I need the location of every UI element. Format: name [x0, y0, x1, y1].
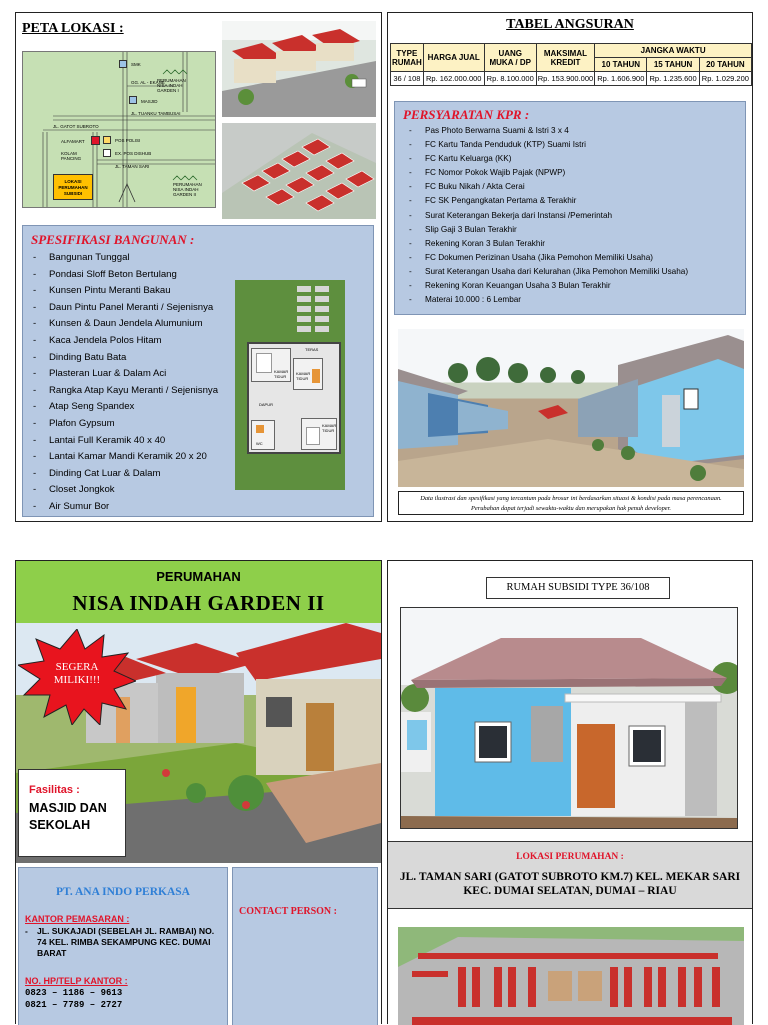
spesifikasi-item: - Plafon Gypsum: [23, 416, 218, 433]
kantor-address-text: JL. SUKAJADI (SEBELAH JL. RAMBAI) NO. 74 KEL. RIMBA SEKAMPUNG KEC. DUMAI BARAT: [37, 926, 215, 958]
kpr-item: - FC SK Pengangkatan Pertama & Terakhir: [399, 194, 688, 208]
promo-burst: [18, 629, 136, 725]
floor-plan-building: [247, 342, 341, 454]
kpr-item: - FC Kartu Keluarga (KK): [399, 152, 688, 166]
spesifikasi-item: - Kunsen & Daun Jendela Alumunium: [23, 316, 218, 333]
th-harga: HARGA JUAL: [423, 44, 484, 72]
kpr-item: - FC Nomor Pokok Wajib Pajak (NPWP): [399, 166, 688, 180]
parking-blocks: [235, 280, 345, 342]
th-10: 10 TAHUN: [595, 58, 647, 72]
peta-title: PETA LOKASI :: [22, 21, 124, 36]
map-label-alfamart: ALFAMART: [61, 139, 85, 144]
address-dash: -: [25, 926, 28, 936]
kpr-item: - Rekening Koran Keuangan Usaha 3 Bulan Terakhir: [399, 279, 688, 293]
lokasi-box: [388, 841, 752, 909]
spesifikasi-item: - Kunsen Pintu Meranti Bakau: [23, 283, 218, 300]
street-houses-illustration: [398, 329, 744, 487]
td-type: 36 / 108: [391, 72, 424, 86]
td-20: Rp. 1.029.200: [699, 72, 751, 86]
spesifikasi-item: - Dinding Cat Luar & Dalam: [23, 466, 218, 483]
kpr-item: - Slip Gaji 3 Bulan Terakhir: [399, 223, 688, 237]
map-label-smk: SMK: [131, 62, 141, 67]
panel-cover: [15, 560, 382, 1024]
kpr-box: [394, 101, 746, 315]
render-image-bottom: [222, 123, 376, 219]
cover-title: NISA INDAH GARDEN II: [72, 591, 325, 615]
angsuran-table: [390, 43, 752, 86]
kpr-item: - Surat Keterangan Usaha dari Kelurahan (Jika Pemohon Memiliki Usaha): [399, 265, 688, 279]
panel-peta-spesifikasi: [15, 12, 382, 522]
lokasi-label: LOKASI PERUMAHAN :: [516, 852, 624, 862]
lokasi-address: JL. TAMAN SARI (GATOT SUBROTO KM.7) KEL. MEKAR SARI KEC. DUMAI SELATAN, DUMAI – RIAU: [399, 871, 741, 897]
cover-subtitle: PERUMAHAN: [156, 569, 241, 584]
kpr-item: - Materai 10.000 : 6 Lembar: [399, 293, 688, 307]
kpr-title: PERSYARATAN KPR :: [403, 107, 530, 122]
siteplan-render: [398, 927, 744, 1025]
spesifikasi-item: - Daun Pintu Panel Meranti / Sejenisnya: [23, 300, 218, 317]
map-lokasi-box: LOKASI PERUMAHAN SUBSIDI: [53, 174, 93, 200]
cover-header: [16, 561, 381, 623]
table-row: [391, 72, 752, 86]
spesifikasi-item: - Plasteran Luar & Dalam Aci: [23, 366, 218, 383]
kitchen-icon: [256, 425, 264, 433]
room-kamar2-label: KAMAR TIDUR: [296, 371, 311, 381]
kpr-item: - Surat Keterangan Bekerja dari Instansi /Pemerintah: [399, 209, 688, 223]
map-masjid-marker: [129, 96, 137, 104]
room-kamar1: [251, 348, 291, 382]
hp-label: NO. HP/TELP KANTOR :: [25, 976, 128, 986]
map-label-gg: GG. AL - EKANE: [131, 80, 165, 85]
room-kamar2: [293, 358, 323, 390]
phone-2[interactable]: 0821 – 7789 – 2727: [25, 1000, 123, 1010]
street-photo: [398, 329, 744, 487]
kantor-address: [25, 926, 223, 959]
spesifikasi-item: - Atap Seng Spandex: [23, 399, 218, 416]
angsuran-table-wrap: [390, 43, 752, 86]
map-label-tuanku: JL. TUANKU TAMBUSAI: [131, 111, 181, 116]
map-label-gatot: JL. GATOT SUBROTO: [53, 124, 99, 129]
spesifikasi-item: - Kaca Jendela Polos Hitam: [23, 333, 218, 350]
fasilitas-label: Fasilitas :: [29, 784, 80, 796]
bed-icon: [306, 427, 320, 445]
sofa-icon: [312, 369, 320, 383]
spesifikasi-box: [22, 225, 374, 517]
map-label-pospolisi: POS POLISI: [115, 138, 141, 143]
panel-rumah-lokasi: [387, 560, 753, 1024]
map-label-kolam: KOLAM PANCING: [61, 151, 82, 161]
kpr-item: - FC Kartu Tanda Penduduk (KTP) Suami Istri: [399, 138, 688, 152]
th-type: TYPE RUMAH: [391, 44, 424, 72]
spesifikasi-item: - Rangka Atap Kayu Meranti / Sejenisnya: [23, 383, 218, 400]
td-harga: Rp. 162.000.000: [423, 72, 484, 86]
kpr-item: - FC Dokumen Perizinan Usaha (Jika Pemohon Memiliki Usaha): [399, 251, 688, 265]
company-box: [18, 867, 228, 1025]
td-10: Rp. 1.606.900: [595, 72, 647, 86]
contact-label: CONTACT PERSON :: [239, 906, 337, 917]
contact-box: [232, 867, 378, 1025]
th-15: 15 TAHUN: [647, 58, 699, 72]
room-teras: TERAS: [305, 347, 319, 352]
map-label-perumahan2: PERUMAHAN NISA INDAH GARDEN II: [173, 182, 202, 197]
room-kamar1-label: KAMAR TIDUR: [274, 369, 289, 379]
kantor-label: KANTOR PEMASARAN :: [25, 914, 130, 924]
map-pospolisi-marker: [103, 136, 111, 144]
map-alfamart-marker: [91, 136, 100, 145]
room-wc: [251, 420, 275, 450]
td-kredit: Rp. 153.900.000: [536, 72, 594, 86]
spesifikasi-item: - Closet Jongkok: [23, 482, 218, 499]
kpr-item: - Pas Photo Berwarna Suami & Istri 3 x 4: [399, 124, 688, 138]
fasilitas-box: [18, 769, 126, 857]
kpr-list: [399, 124, 688, 307]
th-20: 20 TAHUN: [699, 58, 751, 72]
rumah-label: RUMAH SUBSIDI TYPE 36/108: [486, 577, 670, 599]
spesifikasi-item: - Pondasi Sloff Beton Bertulang: [23, 267, 218, 284]
td-uang: Rp. 8.100.000: [484, 72, 536, 86]
map-label-masjid: MASJID: [141, 99, 158, 104]
spesifikasi-item: - Air Sumur Bor: [23, 499, 218, 516]
td-15: Rp. 1.235.600: [647, 72, 699, 86]
panel-angsuran-kpr: [387, 12, 753, 522]
room-dapur: DAPUR: [259, 402, 274, 407]
th-jangka: JANGKA WAKTU: [595, 44, 752, 58]
bed-icon: [256, 353, 272, 373]
spesifikasi-list: [23, 250, 218, 516]
kpr-item: - FC Buku Nikah / Akta Cerai: [399, 180, 688, 194]
map-label-perumahan1: PERUMAHAN NISA INDAH GARDEN I: [157, 78, 186, 93]
angsuran-title: TABEL ANGSURAN: [506, 17, 634, 32]
location-map: [22, 51, 216, 208]
fasilitas-value: MASJID DAN SEKOLAH: [29, 801, 107, 832]
rumah-photo: [400, 607, 738, 829]
map-expos-marker: [103, 149, 111, 157]
houses-render-illustration: [222, 21, 376, 117]
map-label-tamansari: JL. TAMAN SARI: [115, 164, 150, 169]
th-uang: UANG MUKA / DP: [484, 44, 536, 72]
spesifikasi-item: - Dinding Batu Bata: [23, 350, 218, 367]
disclaimer: Data ilustrasi dan spesifikasi yang tercantum pada brosur ini berdasarkan situasi & kondisi pada masa perencanaan. Perubahan dapat terjadi sewaktu-waktu dan merupakan hak penuh developer.: [398, 491, 744, 515]
room-wc-label: WC: [256, 441, 263, 446]
phone-1[interactable]: 0823 – 1186 – 9613: [25, 988, 123, 998]
map-smk-marker: [119, 60, 127, 68]
promo-burst-text: SEGERA MILIKI!!!: [53, 661, 101, 686]
render-image-top: [222, 21, 376, 117]
spesifikasi-item: - Lantai Full Keramik 40 x 40: [23, 433, 218, 450]
spesifikasi-title: SPESIFIKASI BANGUNAN :: [31, 232, 195, 247]
floor-plan: [235, 280, 345, 490]
th-kredit: MAKSIMAL KREDIT: [536, 44, 594, 72]
siteplan-illustration: [398, 927, 744, 1025]
aerial-render-illustration: [222, 123, 376, 219]
kpr-item: - Rekening Koran 3 Bulan Terakhir: [399, 237, 688, 251]
room-kamar3: [301, 418, 337, 450]
company-name: PT. ANA INDO PERKASA: [56, 886, 190, 898]
spesifikasi-item: - Lantai Kamar Mandi Keramik 20 x 20: [23, 449, 218, 466]
map-label-expos: EX. POS DISHUB: [115, 151, 152, 156]
house-photo-illustration: [401, 608, 738, 829]
room-kamar3-label: KAMAR TIDUR: [322, 423, 337, 433]
spesifikasi-item: - Bangunan Tunggal: [23, 250, 218, 267]
